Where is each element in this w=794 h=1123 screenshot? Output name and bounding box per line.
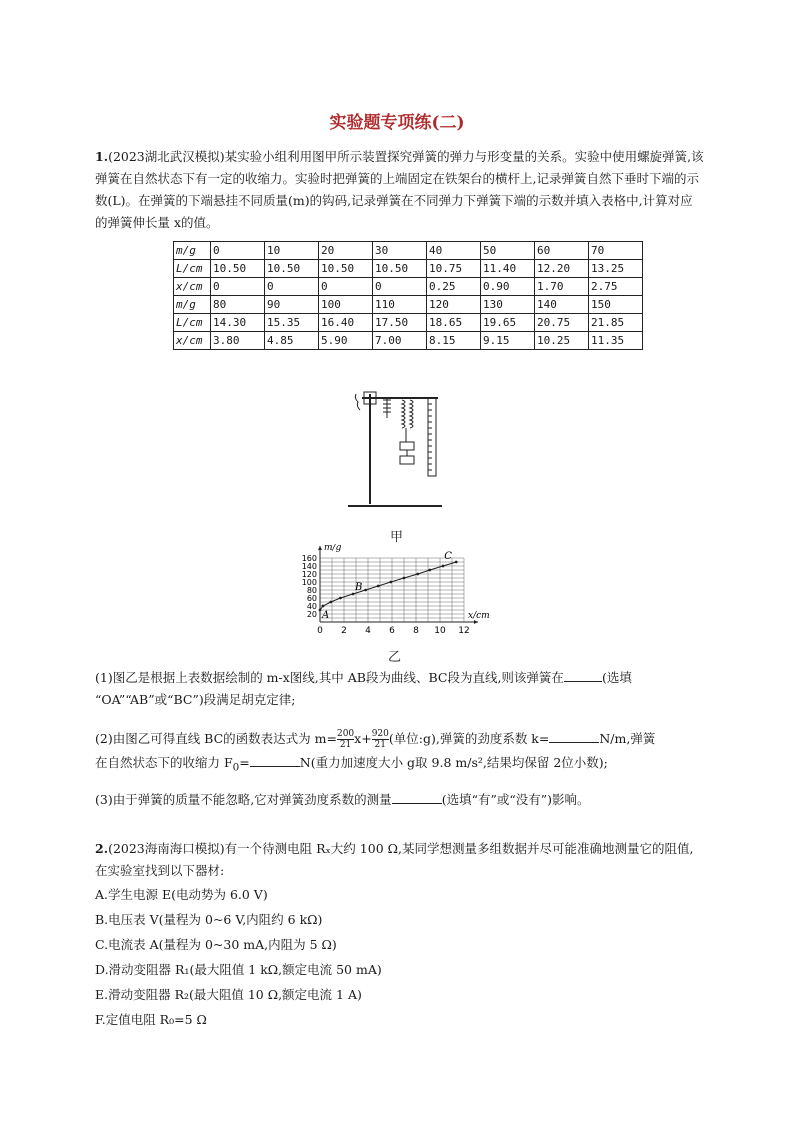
sub2-text-b: (单位:g),弹簧的劲度系数 k= (388, 731, 550, 746)
data-point (322, 605, 325, 608)
sub3-text-b: (选填“有”或“没有”)影响。 (441, 792, 590, 807)
table-cell: 110 (373, 296, 427, 314)
table-cell: 30 (373, 242, 427, 260)
table-cell: 11.35 (589, 332, 643, 350)
table-cell: 40 (427, 242, 481, 260)
table-cell: 3.80 (211, 332, 265, 350)
y-tick-label: 120 (301, 570, 317, 579)
sub2-text-a: (2)由图乙可得直线 BC的函数表达式为 m= (95, 731, 337, 746)
frac1-num: 200 (336, 729, 355, 739)
sub-question-2: (2)由图乙可得直线 BC的函数表达式为 $m=\frac{200}{21}$ $x+\frac{920}{21}$ (单位:g),弹簧的劲度系数 k= N/m,弹簧 在自然状态下的收缩力 $F_0= N$(重力加速度大小 g取 9.8 m/s²,结果均保留 2位小数); (95, 729, 656, 774)
y-axis-label: m/g (324, 544, 342, 553)
table-row-header: L/cm (174, 314, 211, 332)
y-tick-label: 60 (306, 594, 317, 603)
table-cell: 80 (211, 296, 265, 314)
answer-blank-3[interactable] (250, 766, 300, 767)
sub1-text-c: “OA”“AB”或“BC”)段满足胡克定律; (95, 692, 296, 707)
data-point (455, 561, 458, 564)
table-row-header: x/cm (174, 332, 211, 350)
data-point (403, 577, 406, 580)
equipment-item-f: F.定值电阻 R₀=5 Ω (95, 1012, 207, 1027)
y-tick-label: 160 (301, 554, 317, 563)
data-point (389, 581, 392, 584)
answer-blank-4[interactable] (392, 803, 442, 804)
frac2-num: 920 (371, 729, 389, 739)
table-cell: 17.50 (373, 314, 427, 332)
frac1-den: 21 (337, 739, 354, 750)
table-row (174, 242, 643, 260)
equipment-item-c: C.电流表 A(量程为 0~30 mA,内阻为 5 Ω) (95, 937, 337, 952)
table-cell: 0 (211, 278, 265, 296)
answer-blank-2[interactable] (549, 742, 599, 743)
table-cell: 150 (589, 296, 643, 314)
table-cell: 12.20 (535, 260, 589, 278)
figure-yi-caption: 乙 (388, 650, 402, 665)
sub1-text-b: (选填 (601, 670, 632, 685)
y-tick-label: 140 (301, 562, 317, 571)
table-cell: 4.85 (265, 332, 319, 350)
data-point (428, 569, 431, 572)
sub1-text-a: (1)图乙是根据上表数据绘制的 m-x图线,其中 AB段为曲线、BC段为直线,则该弹簧在 (95, 670, 564, 685)
table-cell: 19.65 (481, 314, 535, 332)
table-cell: 0.25 (427, 278, 481, 296)
x-tick-label: 12 (458, 626, 470, 636)
table-cell: 0 (211, 242, 265, 260)
y-axis-arrow (318, 546, 322, 550)
sub2-text-e: N(重力加速度大小 g取 9.8 m/s²,结果均保留 2位小数); (299, 755, 608, 770)
question-2-body: (2023海南海口模拟)有一个待测电阻 Rₓ大约 100 Ω,某同学想测量多组数据并尽可能准确地测量它的阻值,在实验室找到以下器材: (95, 841, 694, 878)
x-tick-label: 8 (413, 626, 419, 636)
question-1-text (95, 146, 705, 234)
table-cell: 9.15 (481, 332, 535, 350)
question-1-number: 1. (95, 149, 109, 164)
question-2-text (95, 838, 705, 882)
table-cell: 0 (265, 278, 319, 296)
x-tick-label: 6 (389, 626, 395, 636)
apparatus-figure (340, 384, 450, 514)
figure-jia-caption: 甲 (390, 530, 404, 545)
table-cell: 11.40 (481, 260, 535, 278)
equipment-item-a: A.学生电源 E(电动势为 6.0 V) (95, 887, 268, 902)
x-tick-label: 10 (434, 626, 446, 636)
data-table (173, 241, 643, 350)
table-row (174, 314, 643, 332)
fraction-920-21 (372, 729, 389, 750)
answer-blank-1[interactable] (564, 681, 602, 682)
table-row-header: m/g (174, 296, 211, 314)
table-cell: 10.50 (319, 260, 373, 278)
table-cell: 20 (319, 242, 373, 260)
table-cell: 100 (319, 296, 373, 314)
table-cell: 10.25 (535, 332, 589, 350)
point-label: A (322, 610, 330, 621)
table-cell: 0 (373, 278, 427, 296)
table-cell: 120 (427, 296, 481, 314)
table-cell: 10.75 (427, 260, 481, 278)
table-cell: 70 (589, 242, 643, 260)
x-tick-label: 0 (317, 626, 323, 636)
sub-question-3 (95, 789, 715, 811)
m-x-chart (296, 544, 506, 644)
table-cell: 16.40 (319, 314, 373, 332)
table-cell: 90 (265, 296, 319, 314)
table-cell: 0.90 (481, 278, 535, 296)
table-cell: 1.70 (535, 278, 589, 296)
table-cell: 2.75 (589, 278, 643, 296)
table-cell: 14.30 (211, 314, 265, 332)
table-row-header: L/cm (174, 260, 211, 278)
sub2-text-d: 在自然状态下的收缩力 F (95, 755, 233, 770)
table-cell: 130 (481, 296, 535, 314)
table-cell: 10.50 (265, 260, 319, 278)
table-cell: 140 (535, 296, 589, 314)
x-tick-label: 2 (341, 626, 347, 636)
table-cell: 10.50 (211, 260, 265, 278)
table-cell: 18.65 (427, 314, 481, 332)
point-label: C (444, 551, 452, 562)
sub3-text-a: (3)由于弹簧的质量不能忽略,它对弹簧劲度系数的测量 (95, 792, 392, 807)
data-point (339, 597, 342, 600)
equipment-item-e: E.滑动变阻器 R₂(最大阻值 10 Ω,额定电流 1 A) (95, 987, 362, 1002)
table-cell: 15.35 (265, 314, 319, 332)
table-row (174, 260, 643, 278)
sub2-subscript: 0 (232, 761, 240, 774)
x-tick-label: 4 (365, 626, 371, 636)
table-cell: 50 (481, 242, 535, 260)
data-point (319, 609, 322, 612)
table-cell: 60 (535, 242, 589, 260)
y-tick-label: 80 (306, 586, 317, 595)
table-cell: 13.25 (589, 260, 643, 278)
y-tick-label: 20 (306, 610, 317, 619)
data-point (377, 585, 380, 588)
y-tick-label: 40 (306, 602, 317, 611)
data-point (442, 565, 445, 568)
y-tick-label: 100 (301, 578, 317, 587)
data-point (329, 601, 332, 604)
table-cell: 0 (319, 278, 373, 296)
equipment-item-d: D.滑动变阻器 R₁(最大阻值 1 kΩ,额定电流 50 mA) (95, 962, 382, 977)
table-row (174, 332, 643, 350)
page-title: 实验题专项练(二) (329, 113, 465, 133)
sub-question-1 (95, 667, 715, 711)
question-2-number: 2. (95, 841, 109, 856)
table-row-header: m/g (174, 242, 211, 260)
data-point (364, 589, 367, 592)
sub2-text-c: N/m,弹簧 (599, 731, 656, 746)
data-point (352, 593, 355, 596)
sub2-mid: x+ (354, 731, 372, 746)
point-label: B (355, 582, 363, 593)
frac2-den: 21 (372, 739, 389, 750)
fraction-200-21 (337, 729, 354, 750)
table-cell: 10 (265, 242, 319, 260)
table-cell: 21.85 (589, 314, 643, 332)
table-cell: 7.00 (373, 332, 427, 350)
table-cell: 8.15 (427, 332, 481, 350)
equipment-item-b: B.电压表 V(量程为 0~6 V,内阻约 6 kΩ) (95, 912, 323, 927)
table-row (174, 278, 643, 296)
question-1-body: (2023湖北武汉模拟)某实验小组利用图甲所示装置探究弹簧的弹力与形变量的关系。实验中使用螺旋弹簧,该弹簧在自然状态下有一定的收缩力。实验时把弹簧的上端固定在铁架台的横杆上,记录弹簧自然下垂时下端的示数(L)。在弹簧的下端悬挂不同质量(m)的钩码,记录弹簧在不同弹力下弹簧下端的示数并填入表格中,计算对应的弹簧伸长量 x的值。 (95, 149, 704, 230)
table-row (174, 296, 643, 314)
table-cell: 5.90 (319, 332, 373, 350)
table-row-header: x/cm (174, 278, 211, 296)
table-cell: 20.75 (535, 314, 589, 332)
data-point (416, 573, 419, 576)
x-axis-label: x/cm (468, 611, 490, 621)
table-cell: 10.50 (373, 260, 427, 278)
